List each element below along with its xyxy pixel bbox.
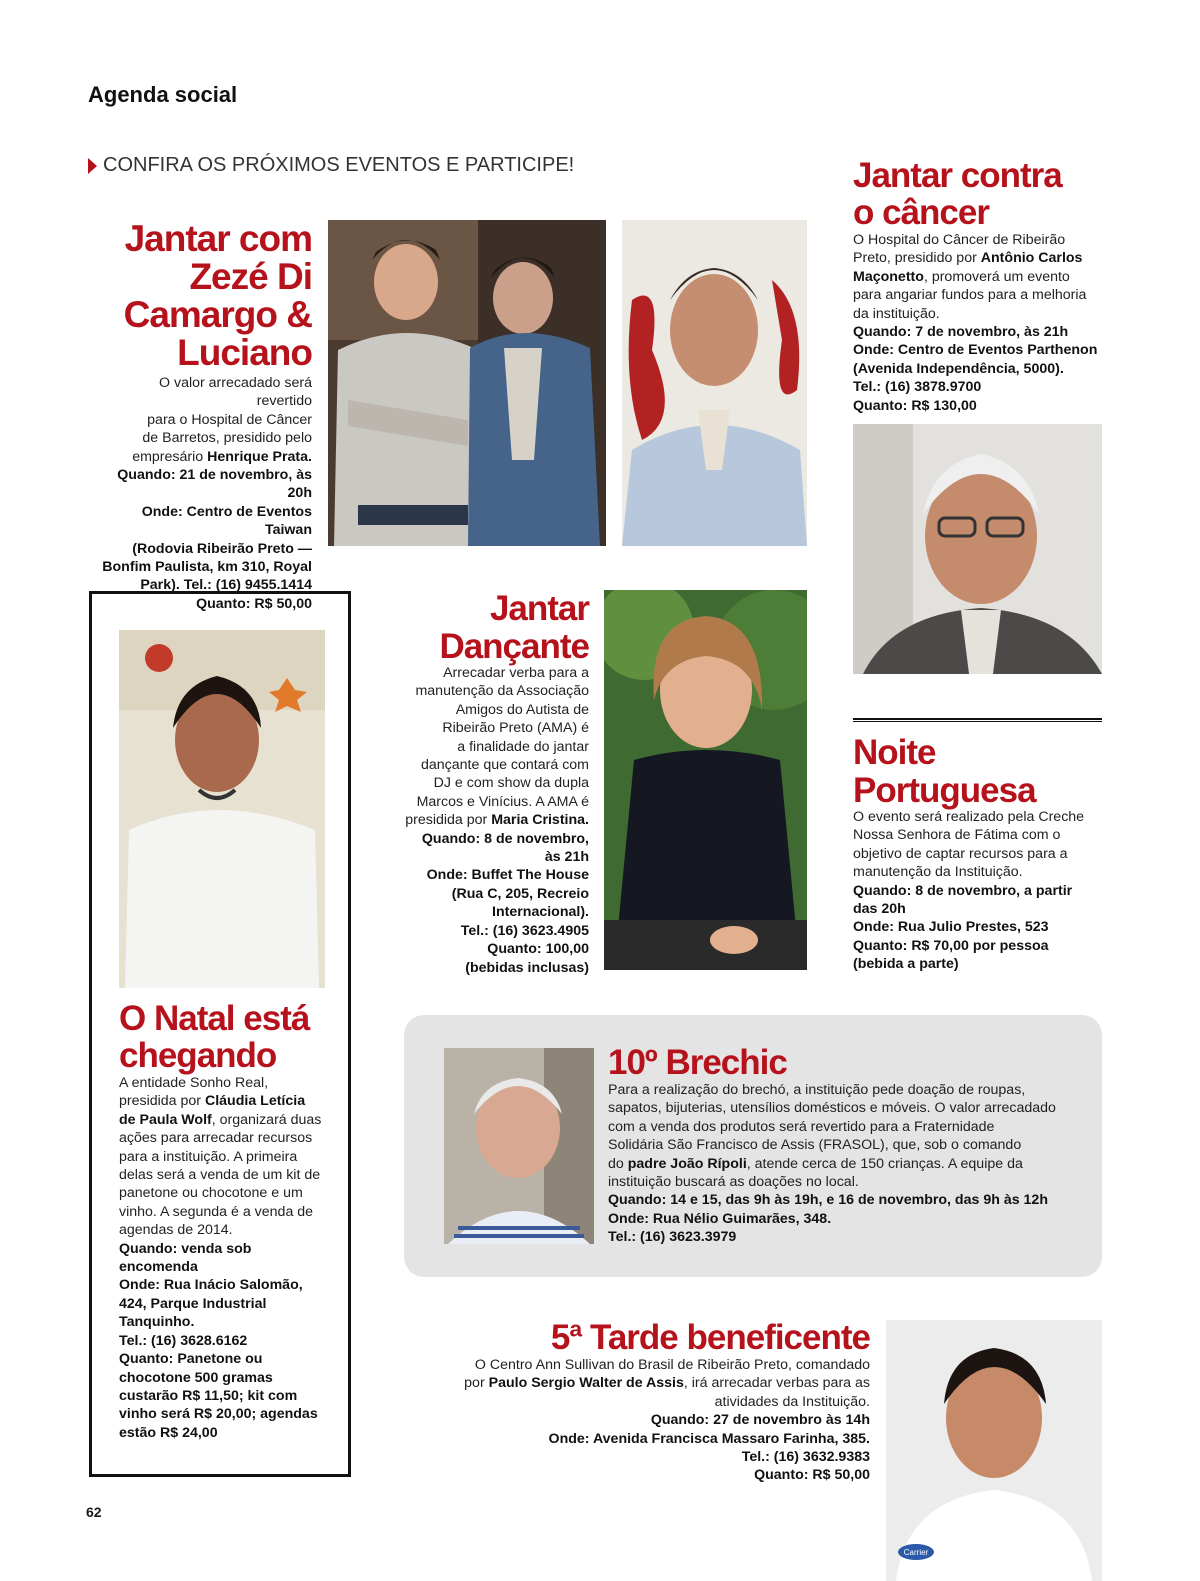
photo-paulo-sergio bbox=[886, 1320, 1102, 1581]
photo-zeze-luciano bbox=[328, 220, 606, 546]
event-zeze bbox=[100, 220, 312, 613]
event-brechic bbox=[608, 1043, 1088, 1247]
event-cancer-body: O Hospital do Câncer de Ribeirão Preto, presidido por Antônio Carlos Maçonetto, promoverá um evento para angariar fundos para a melhoria da instituição. Quando: 7 de novembro, às 21h Onde: Centro de Eventos Parthenon (Avenida Independência, 5000). Tel.: (16) 3878.9700 Quanto: R$ 130,00 bbox=[853, 232, 1098, 414]
event-dancante-body: Arrecadar verba para a manutenção da Associação Amigos do Autista de Ribeirão Preto (AMA) é a finalidade do jantar dançante que contará com DJ e com show da dupla Marcos e Vinícius. A AMA é presidida por Maria Cristina. Quando: 8 de novembro, às 21h Onde: Buffet The House (Rua C, 205, Recreio Internacional). Tel.: (16) 3623.4905 Quanto: 100,00 (bebidas inclusas) bbox=[405, 665, 589, 976]
event-dancante bbox=[390, 590, 589, 977]
section-title: Agenda social bbox=[88, 82, 238, 107]
event-dancante-title: Jantar Dançante bbox=[439, 589, 589, 666]
photo-maria-cristina bbox=[604, 590, 807, 970]
subtitle-text: CONFIRA OS PRÓXIMOS EVENTOS E PARTICIPE! bbox=[103, 154, 575, 176]
section-divider bbox=[853, 718, 1102, 722]
event-cancer bbox=[853, 157, 1113, 415]
section-subtitle bbox=[88, 154, 574, 177]
event-natal bbox=[119, 1000, 344, 1442]
event-brechic-body: Para a realização do brechó, a instituição pede doação de roupas, sapatos, bijuterias, utensílios domésticos e móveis. O valor arrecadado com a venda dos produtos será revertido para a Fraternidade Solidária São Francisco de Assis (FRASOL), que, sob o comando do padre João Rípoli, atende cerca de 150 crianças. A equipe da instituição buscará as doações no local. Quando: 14 e 15, das 9h às 19h, e 16 de novembro, das 9h às 12h Onde: Rua Nélio Guimarães, 348. Tel.: (16) 3623.3979 bbox=[608, 1082, 1056, 1246]
event-tarde-body: O Centro Ann Sullivan do Brasil de Ribeirão Preto, comandado por Paulo Sergio Walter de Assis, irá arrecadar verbas para as atividades da Instituição. Quando: 27 de novembro às 14h Onde: Avenida Francisca Massaro Farinha, 385. Tel.: (16) 3632.9383 Quanto: R$ 50,00 bbox=[464, 1357, 870, 1484]
event-zeze-body: O valor arrecadado será revertido para o Hospital de Câncer de Barretos, presidido pelo empresário Henrique Prata. Quando: 21 de novembro, às 20h Onde: Centro de Eventos Taiwan (Rodovia Ribeirão Preto — Bonfim Paulista, km 310, Royal Park). Tel.: (16) 9455.1414 Quanto: R$ 50,00 bbox=[102, 375, 312, 612]
event-noite bbox=[853, 734, 1113, 974]
event-natal-title: O Natal está chegando bbox=[119, 999, 310, 1075]
event-noite-body: O evento será realizado pela Creche Nossa Senhora de Fátima com o objetivo de captar recursos para a manutenção da Instituição. Quando: 8 de novembro, a partir das 20h Onde: Rua Julio Prestes, 523 Quanto: R$ 70,00 por pessoa (bebida a parte) bbox=[853, 809, 1085, 973]
page-number: 62 bbox=[86, 1504, 102, 1520]
event-tarde bbox=[440, 1318, 870, 1485]
event-cancer-title: Jantar contra o câncer bbox=[853, 156, 1062, 232]
event-brechic-title: 10º Brechic bbox=[608, 1043, 787, 1082]
event-noite-title: Noite Portuguesa bbox=[853, 733, 1036, 810]
photo-older-man-glasses bbox=[853, 424, 1102, 674]
arrow-right-icon bbox=[88, 158, 97, 174]
photo-padre-joao bbox=[444, 1048, 594, 1244]
carrier-logo: Carrier bbox=[903, 1548, 929, 1557]
photo-antonio-carlos bbox=[622, 220, 807, 546]
photo-claudia bbox=[119, 630, 325, 988]
event-natal-body: A entidade Sonho Real, presidida por Cláudia Letícia de Paula Wolf, organizará duas ações para arrecadar recursos para a instituição. A primeira delas será a venda de um kit de panetone ou chocotone e um vinho. A segunda é a venda de agendas de 2014. Quando: venda sob encomenda Onde: Rua Inácio Salomão, 424, Parque Industrial Tanquinho. Tel.: (16) 3628.6162 Quanto: Panetone ou chocotone 500 gramas custarão R$ 11,50; kit com vinho será R$ 20,00; agendas estão R$ 24,00 bbox=[119, 1075, 322, 1441]
event-zeze-title: Jantar com Zezé Di Camargo & Luciano bbox=[123, 218, 312, 373]
event-tarde-title: 5ª Tarde beneficente bbox=[550, 1318, 870, 1357]
